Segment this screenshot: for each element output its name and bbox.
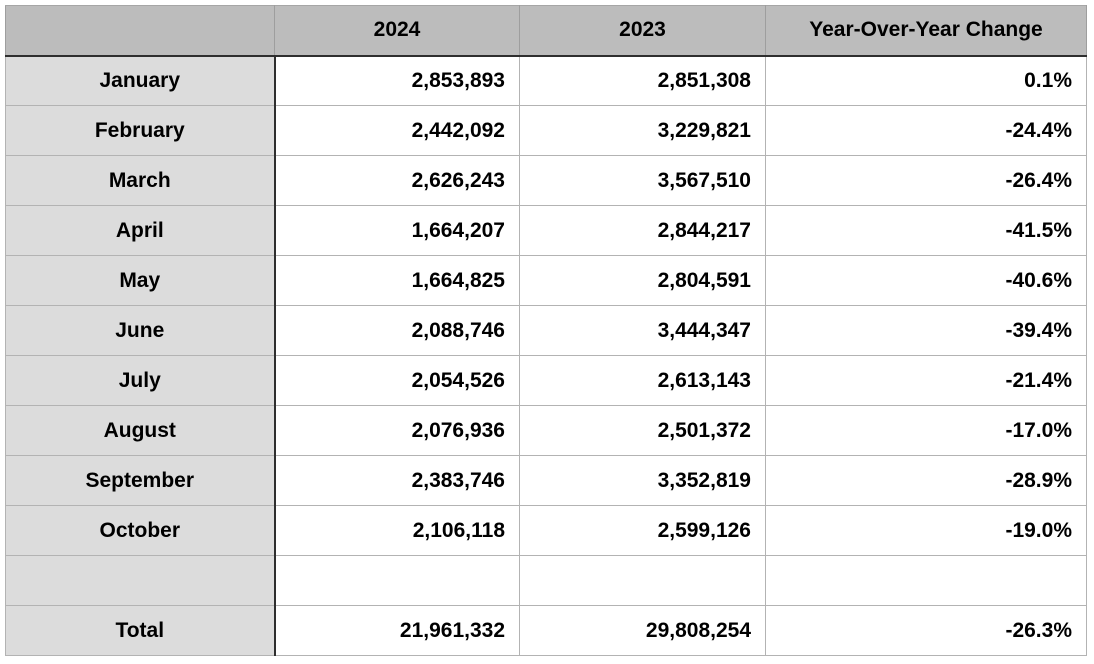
value-2023: 2,613,143: [520, 356, 766, 406]
corner-header-cell: [6, 6, 275, 56]
row-label: May: [6, 256, 275, 306]
value-2024: 1,664,825: [275, 256, 520, 306]
table-row-february: [6, 106, 1087, 156]
table-row-july: [6, 356, 1087, 406]
value-2023: 2,844,217: [520, 206, 766, 256]
value-2024: 2,383,746: [275, 456, 520, 506]
row-label: Total: [6, 606, 275, 656]
column-header-2024: 2024: [275, 6, 520, 56]
row-label: June: [6, 306, 275, 356]
value-2024: 2,076,936: [275, 406, 520, 456]
table-row-september: [6, 456, 1087, 506]
table-row-march: [6, 156, 1087, 206]
value-2023: 2,851,308: [520, 56, 766, 106]
value-yoy: -21.4%: [766, 356, 1087, 406]
value-2024: 1,664,207: [275, 206, 520, 256]
value-2023: 29,808,254: [520, 606, 766, 656]
header-row: [6, 6, 1087, 56]
value-yoy: -39.4%: [766, 306, 1087, 356]
table-row-empty: [6, 556, 1087, 606]
table-row-april: [6, 206, 1087, 256]
value-2023: 3,352,819: [520, 456, 766, 506]
value-2023: [520, 556, 766, 606]
table-row-june: [6, 306, 1087, 356]
row-label: October: [6, 506, 275, 556]
value-2024: 2,442,092: [275, 106, 520, 156]
column-header-yoy-change: Year-Over-Year Change: [766, 6, 1087, 56]
value-yoy: -28.9%: [766, 456, 1087, 506]
value-2024: 2,626,243: [275, 156, 520, 206]
column-header-2023: 2023: [520, 6, 766, 56]
value-yoy: -26.4%: [766, 156, 1087, 206]
table-row-august: [6, 406, 1087, 456]
monthly-comparison-table: [5, 5, 1087, 656]
table-row-total: [6, 606, 1087, 656]
value-2024: 2,853,893: [275, 56, 520, 106]
value-2023: 3,567,510: [520, 156, 766, 206]
value-2023: 3,229,821: [520, 106, 766, 156]
row-label: [6, 556, 275, 606]
row-label: August: [6, 406, 275, 456]
row-label: September: [6, 456, 275, 506]
value-yoy: -26.3%: [766, 606, 1087, 656]
value-2023: 2,501,372: [520, 406, 766, 456]
table-row-january: [6, 56, 1087, 106]
row-label: April: [6, 206, 275, 256]
value-yoy: -41.5%: [766, 206, 1087, 256]
value-2023: 2,804,591: [520, 256, 766, 306]
value-2024: 2,054,526: [275, 356, 520, 406]
value-2024: 2,088,746: [275, 306, 520, 356]
value-yoy: 0.1%: [766, 56, 1087, 106]
table-row-october: [6, 506, 1087, 556]
value-yoy: -24.4%: [766, 106, 1087, 156]
value-yoy: -19.0%: [766, 506, 1087, 556]
value-2024: 21,961,332: [275, 606, 520, 656]
table-row-may: [6, 256, 1087, 306]
value-2023: 3,444,347: [520, 306, 766, 356]
row-label: February: [6, 106, 275, 156]
value-2023: 2,599,126: [520, 506, 766, 556]
row-label: January: [6, 56, 275, 106]
value-2024: [275, 556, 520, 606]
row-label: March: [6, 156, 275, 206]
value-2024: 2,106,118: [275, 506, 520, 556]
value-yoy: [766, 556, 1087, 606]
row-label: July: [6, 356, 275, 406]
value-yoy: -17.0%: [766, 406, 1087, 456]
value-yoy: -40.6%: [766, 256, 1087, 306]
